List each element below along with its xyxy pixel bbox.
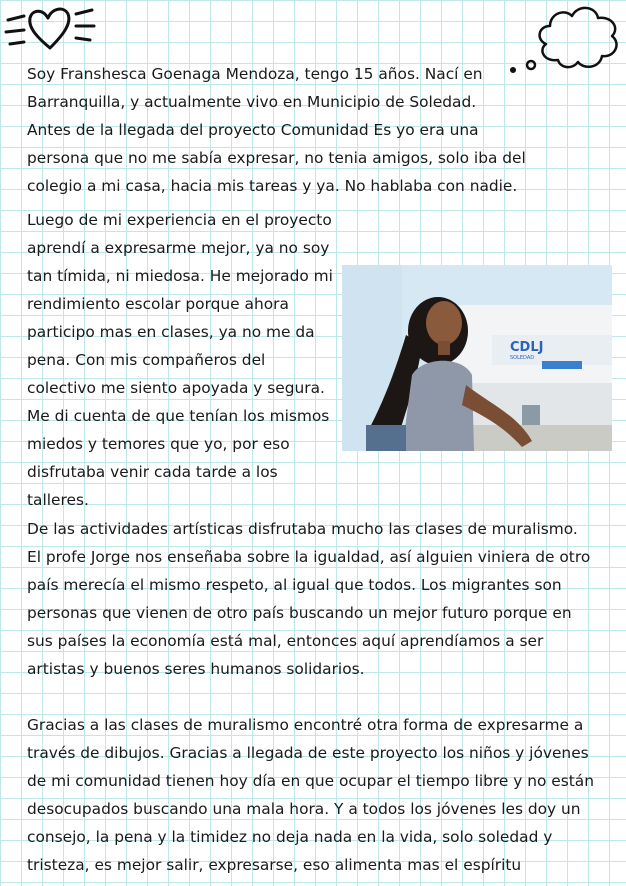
text-line: pena. Con mis compañeros del: [27, 351, 266, 369]
text-line: Soy Franshesca Goenaga Mendoza, tengo 15 años. Nací en: [27, 65, 483, 83]
text-line: consejo, la pena y la timidez no deja nada en la vida, solo soledad y: [27, 828, 553, 846]
paragraph-intro: [27, 60, 526, 200]
text-line: miedos y temores que yo, por eso: [27, 435, 290, 453]
text-line: Antes de la llegada del proyecto Comunidad Es yo era una: [27, 121, 479, 139]
text-line: sus países la economía está mal, entonces aquí aprendíamos a ser: [27, 632, 544, 650]
text-line: tan tímida, ni miedosa. He mejorado mi: [27, 267, 333, 285]
text-line: país merecía el mismo respeto, al igual que todos. Los migrantes son: [27, 576, 562, 594]
sign-subtext: SOLEDAD: [510, 355, 535, 361]
text-line: Barranquilla, y actualmente vivo en Municipio de Soledad.: [27, 93, 477, 111]
photo-girl: [342, 265, 612, 451]
text-line: desocupados buscando una mala hora. Y a todos los jóvenes les doy un: [27, 800, 581, 818]
text-line: El profe Jorge nos enseñaba sobre la igualdad, así alguien viniera de otro: [27, 548, 591, 566]
text-line: disfrutaba venir cada tarde a los: [27, 463, 278, 481]
paragraph-muralism: [27, 515, 590, 683]
text-line: De las actividades artísticas disfrutaba mucho las clases de muralismo.: [27, 520, 578, 538]
text-line: través de dibujos. Gracias a llegada de este proyecto los niños y jóvenes: [27, 744, 589, 762]
paragraph-advice: [27, 711, 594, 879]
photo-illustration: [342, 265, 612, 451]
text-line: Me di cuenta de que tenían los mismos: [27, 407, 330, 425]
text-line: Gracias a las clases de muralismo encontré otra forma de expresarme a: [27, 716, 584, 734]
text-line: rendimiento escolar porque ahora: [27, 295, 289, 313]
text-line: colectivo me siento apoyada y segura.: [27, 379, 325, 397]
text-line: personas que vienen de otro país buscando un mejor futuro porque en: [27, 604, 572, 622]
text-line: artistas y buenos seres humanos solidarios.: [27, 660, 365, 678]
text-line: participo mas en clases, ya no me da: [27, 323, 315, 341]
text-line: tristeza, es mejor salir, expresarse, eso alimenta mas el espíritu: [27, 856, 522, 874]
paragraph-experience: [27, 206, 333, 514]
text-line: talleres.: [27, 491, 89, 509]
text-line: persona que no me sabía expresar, no tenia amigos, solo iba del: [27, 149, 526, 167]
heart-doodle-icon: [2, 2, 98, 54]
text-line: Luego de mi experiencia en el proyecto: [27, 211, 332, 229]
text-line: colegio a mi casa, hacia mis tareas y ya. No hablaba con nadie.: [27, 177, 518, 195]
text-line: de mi comunidad tienen hoy día en que ocupar el tiempo libre y no están: [27, 772, 594, 790]
sign-text: CDLJ: [510, 340, 544, 355]
text-line: aprendí a expresarme mejor, ya no soy: [27, 239, 330, 257]
